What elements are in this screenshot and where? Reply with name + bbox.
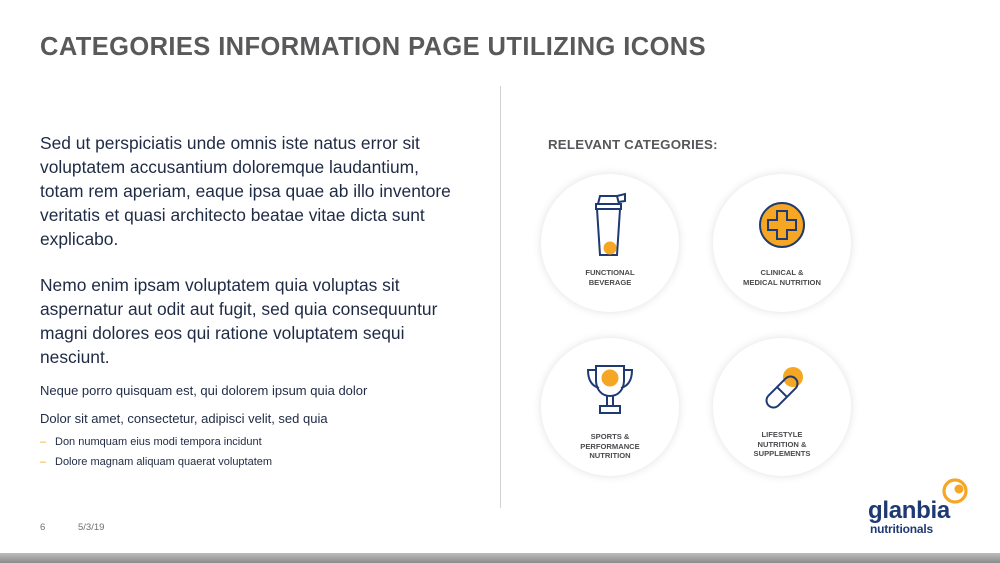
small-line-2: Dolor sit amet, consectetur, adipisci velit, sed quia [40,411,328,426]
category-label: CLINICAL & MEDICAL NUTRITION [743,268,821,287]
bullet-list [40,435,460,469]
bullet-item [40,435,460,449]
glanbia-logo [868,478,980,538]
bullet-text: Don numquam eius modi tempora incidunt [55,436,262,448]
category-lifestyle-nutrition-supplements [713,338,851,476]
logo-sub: nutritionals [870,522,933,536]
bottom-bar [0,553,1000,563]
category-sports-performance-nutrition [541,338,679,476]
category-label: SPORTS & PERFORMANCE NUTRITION [580,432,640,461]
paragraph-1: Sed ut perspiciatis unde omnis iste natus error sit voluptatem accusantium doloremque laudantium, totam rem aperiam, eaque ipsa quae ab illo inventore veritatis et quasi architecto beatae vitae dicta sunt explicabo. [40,133,451,249]
capsule-pill-icon [753,356,811,422]
vertical-divider [500,86,501,508]
page-title: CATEGORIES INFORMATION PAGE UTILIZING ICONS [40,33,707,61]
categories-heading: RELEVANT CATEGORIES: [548,137,718,152]
trophy-icon [581,356,639,422]
slide-date: 5/3/19 [78,522,105,533]
category-clinical-medical-nutrition [713,174,851,312]
small-line-1: Neque porro quisquam est, qui dolorem ipsum quia dolor [40,383,368,398]
medical-cross-icon [753,192,811,258]
paragraph-2: Nemo enim ipsam voluptatem quia voluptas sit aspernatur aut odit aut fugit, sed quia consequuntur magni dolores eos qui ratione voluptatem sequi nesciunt. [40,275,438,367]
category-label: FUNCTIONAL BEVERAGE [585,268,635,287]
dash-marker: – [40,436,47,448]
dash-marker: – [40,456,47,468]
category-functional-beverage [541,174,679,312]
category-label: LIFESTYLE NUTRITION & SUPPLEMENTS [753,430,811,459]
body-text [40,131,460,475]
bullet-item [40,455,460,469]
page-number: 6 [40,522,46,533]
shaker-bottle-icon [581,192,639,258]
bullet-text: Dolore magnam aliquam quaerat voluptatem [55,456,273,468]
logo-name: glanbia [868,497,950,524]
